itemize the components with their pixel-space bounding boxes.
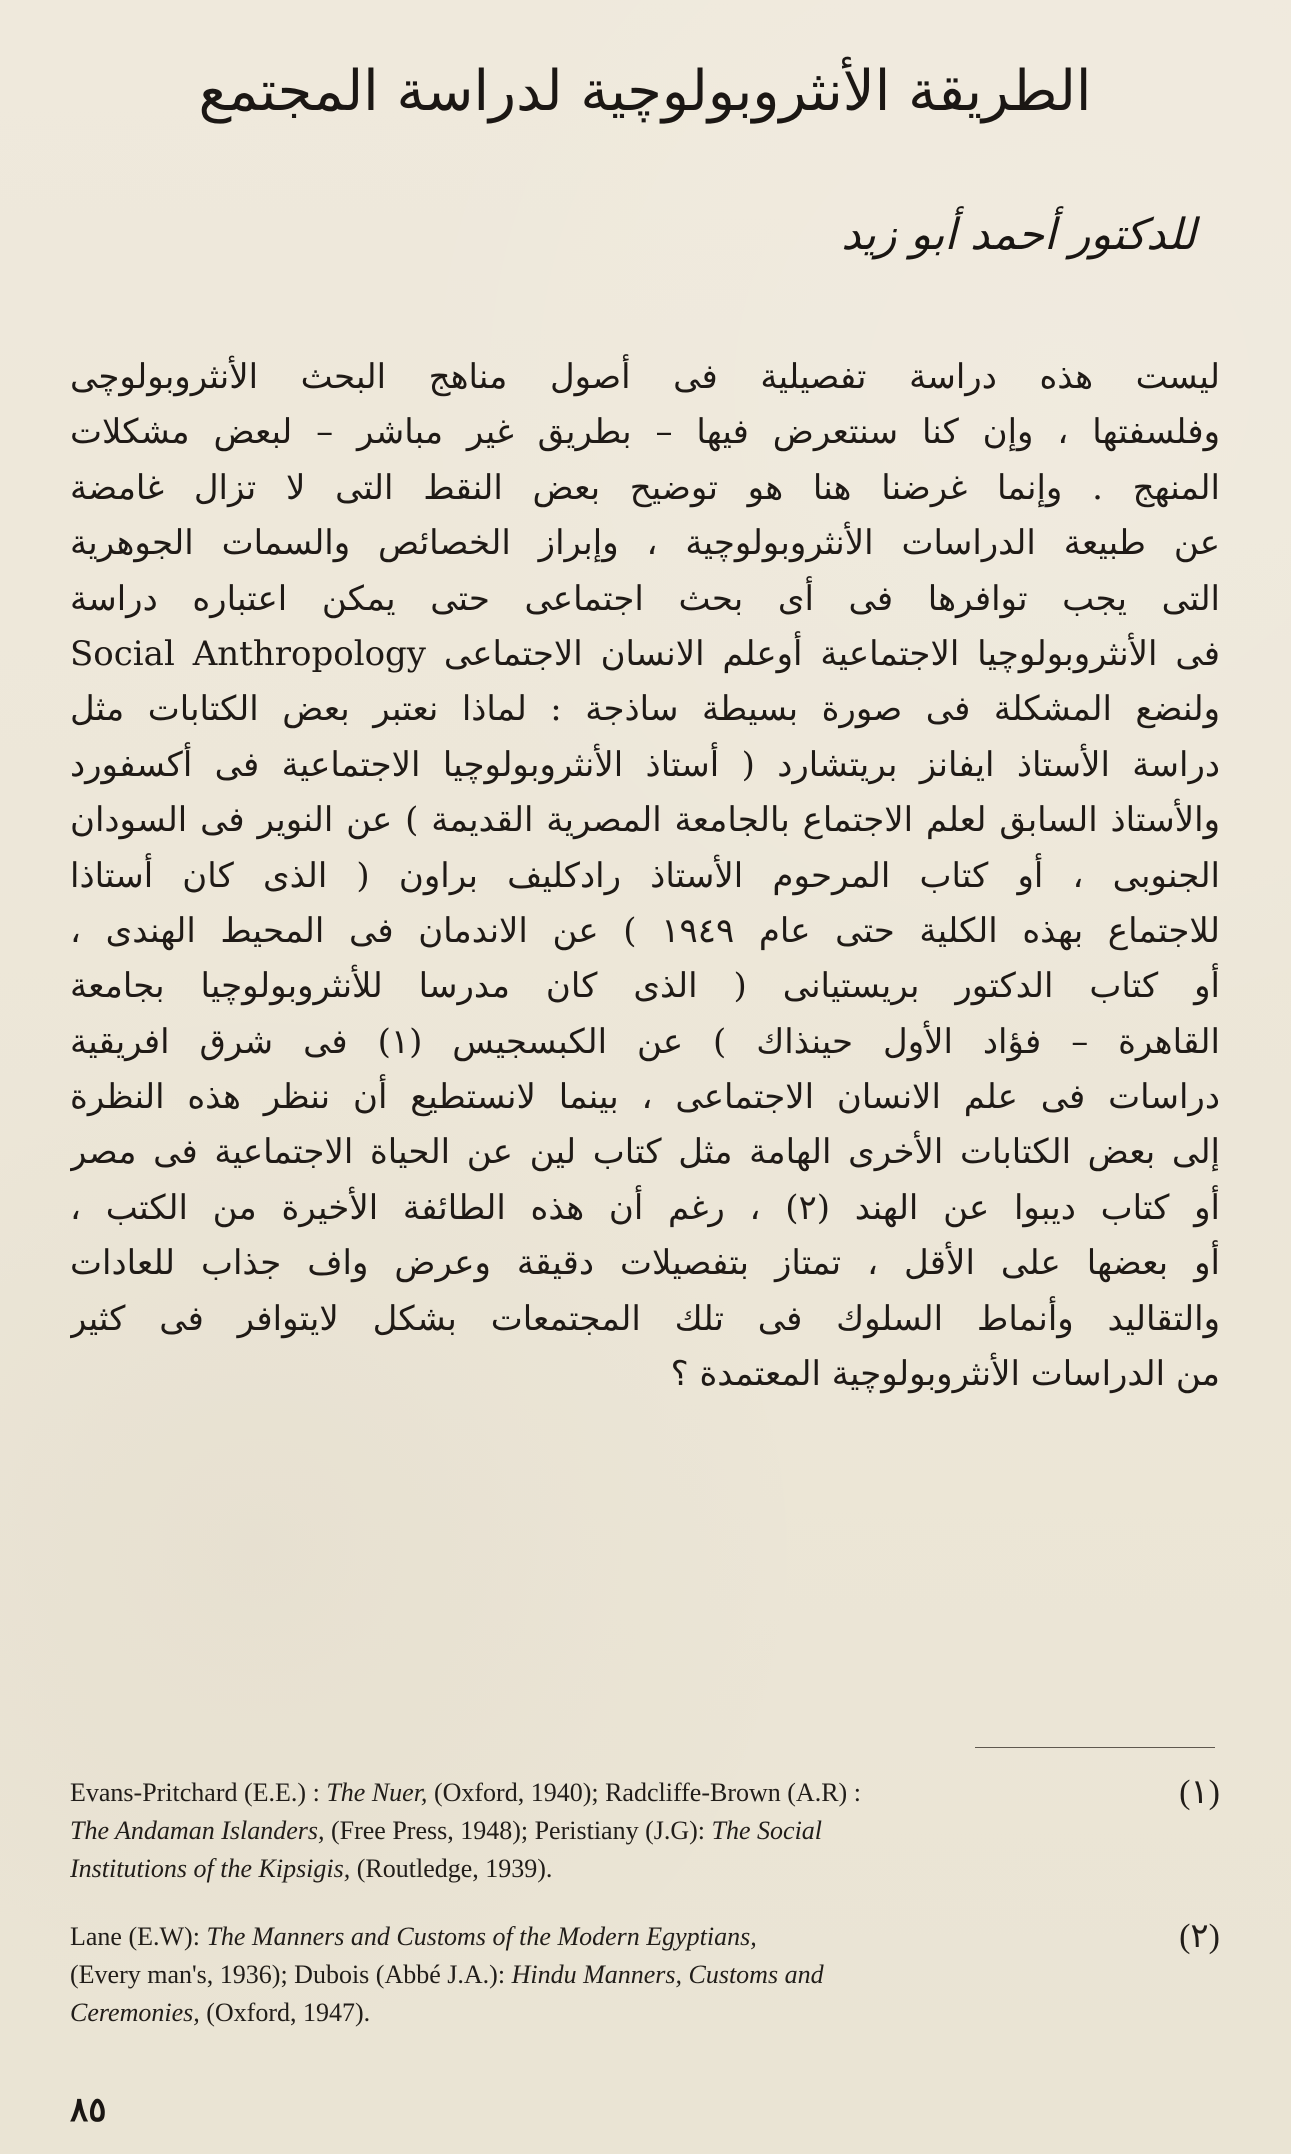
footnote-text: (Routledge, 1939). <box>350 1854 553 1883</box>
footnote-line <box>70 1850 1180 1888</box>
footnote-text: The Social <box>711 1816 823 1845</box>
footnote-line <box>70 1812 1180 1850</box>
footnote-text: Hindu Manners, Customs and <box>511 1960 824 1989</box>
body-line: أو بعضها على الأقل ، تمتاز بتفصيلات دقيقة وعرض واف جذاب للعادات <box>70 1243 1220 1284</box>
footnote-text: Lane (E.W): <box>70 1922 207 1951</box>
body-line: عن طبيعة الدراسات الأنثروبولوچية ، وإبراز الخصائص والسمات الجوهرية <box>70 523 1220 564</box>
body-line: التى يجب توافرها فى أى بحث اجتماعى حتى يمكن اعتباره دراسة <box>70 578 1220 619</box>
body-line: القاهرة – فؤاد الأول حينذاك ) عن الكبسجيس (١) فى شرق افريقية <box>70 1021 1220 1062</box>
footnote-text: (Oxford, 1947). <box>199 1998 371 2027</box>
main-body-text <box>70 350 1220 1705</box>
footnote-text: The Andaman Islanders, <box>70 1816 325 1845</box>
footnote-line <box>70 1956 1180 1994</box>
page-number: ٨٥ <box>70 2090 107 2130</box>
page-title: الطريقة الأنثروبولوچية لدراسة المجتمع <box>198 59 1092 124</box>
body-line: المنهج . وإنما غرضنا هنا هو توضيح بعض النقط التى لا تزال غامضة <box>70 467 1220 508</box>
body-line: دراسات فى علم الانسان الاجتماعى ، بينما لانستطيع أن ننظر هذه النظرة <box>70 1077 1220 1118</box>
body-line: أو كتاب ديبوا عن الهند (٢) ، رغم أن هذه الطائفة الأخيرة من الكتب ، <box>70 1187 1220 1228</box>
body-line: أو كتاب الدكتور بريستيانى ( الذى كان مدرسا للأنثروبولوچيا بجامعة <box>70 966 1220 1007</box>
footnote-item <box>70 1774 1220 1888</box>
footnote-item <box>70 1918 1220 2032</box>
body-line: ليست هذه دراسة تفصيلية فى أصول مناهج البحث الأنثروبولوچى <box>70 357 1220 397</box>
body-line: ولنضع المشكلة فى صورة بسيطة ساذجة : لماذا نعتبر بعض الكتابات مثل <box>70 689 1220 730</box>
footnote-text: (Every man's, 1936); Dubois (Abbé J.A.): <box>70 1960 512 1989</box>
body-line: إلى بعض الكتابات الأخرى الهامة مثل كتاب لين عن الحياة الاجتماعية فى مصر <box>70 1132 1220 1173</box>
body-line: الجنوبى ، أو كتاب المرحوم الأستاذ رادكليف براون ( الذى كان أستاذا <box>70 855 1220 896</box>
footnote-text: (Free Press, 1948); Peristiany (J.G): <box>324 1816 712 1845</box>
body-line: والأستاذ السابق لعلم الاجتماع بالجامعة المصرية القديمة ) عن النوير فى السودان <box>70 800 1220 841</box>
footnote-text: Ceremonies, <box>70 1998 200 2027</box>
footnote-line <box>70 1994 1180 2032</box>
body-line: من الدراسات الأنثروبولوچية المعتمدة ؟ <box>670 1354 1220 1395</box>
footnote-line <box>70 1918 1180 1956</box>
footnote-divider <box>975 1747 1215 1748</box>
body-line: وفلسفتها ، وإن كنا سنتعرض فيها – بطريق غير مباشر – لبعض مشكلات <box>70 412 1220 453</box>
footnote-text: The Manners and Customs of the Modern Egyptians, <box>206 1922 757 1951</box>
body-line: دراسة الأستاذ ايفانز بريتشارد ( أستاذ الأنثروبولوچيا الاجتماعية فى أكسفورد <box>70 744 1220 785</box>
body-line: والتقاليد وأنماط السلوك فى تلك المجتمعات بشكل لايتوافر فى كثير <box>70 1298 1220 1339</box>
footnote-marker: (٢) <box>1179 1918 1220 1955</box>
footnote-line <box>70 1774 1180 1812</box>
body-line: فى الأنثروبولوچيا الاجتماعية أوعلم الانسان الاجتماعى Social Anthropology <box>70 633 1220 674</box>
footnote-text: Institutions of the Kipsigis, <box>70 1854 351 1883</box>
author-line: للدكتور أحمد أبو زيد <box>841 210 1196 260</box>
footnote-text: The Nuer, <box>326 1778 428 1807</box>
footnotes-section <box>70 1774 1220 2062</box>
footnote-marker: (١) <box>1179 1774 1220 1811</box>
footnote-text: (Oxford, 1940); Radcliffe-Brown (A.R) : <box>427 1778 861 1807</box>
footnote-text: Evans-Pritchard (E.E.) : <box>70 1778 327 1807</box>
body-line: للاجتماع بهذه الكلية حتى عام ١٩٤٩ ) عن الاندمان فى المحيط الهندى ، <box>70 910 1220 951</box>
